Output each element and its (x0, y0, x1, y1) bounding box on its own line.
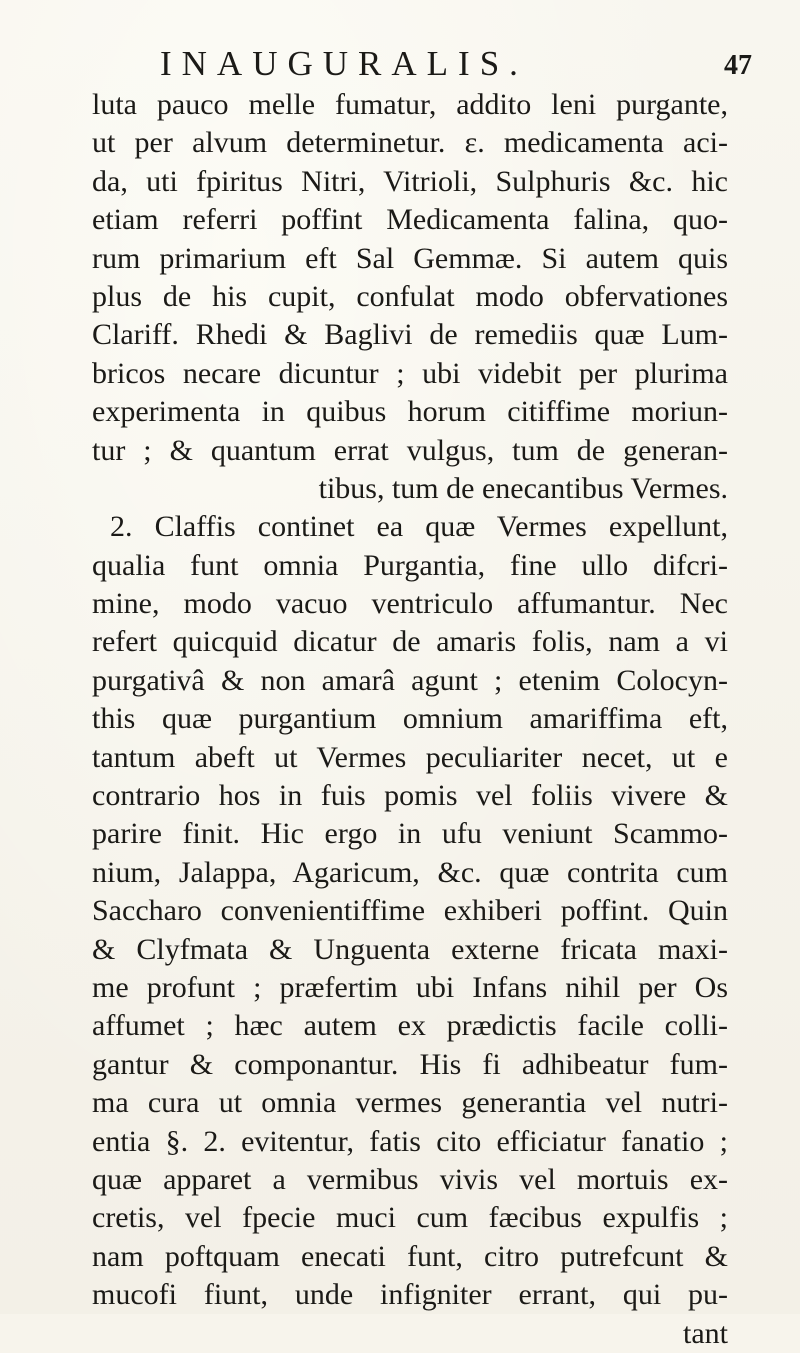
text-line: contrario hos in fuis pomis vel foliis vivere & (92, 779, 728, 813)
text-line: tur ; & quantum errat vulgus, tum de generan- (92, 433, 728, 467)
text-line: me profunt ; præfertim ubi Infans nihil per Os (92, 970, 728, 1004)
text-line: rum primarium eft Sal Gemmæ. Si autem quis (92, 241, 728, 275)
page-number: 47 (724, 50, 752, 81)
running-head (0, 44, 800, 88)
text-line: bricos necare dicuntur ; ubi videbit per plurima (92, 356, 728, 390)
text-line: quæ apparet a vermibus vivis vel mortuis ex- (92, 1162, 728, 1196)
text-line: tantum abeft ut Vermes peculiariter necet, ut e (92, 740, 728, 774)
text-line: tibus, tum de enecantibus Vermes. (318, 471, 728, 505)
text-line: entia §. 2. evitentur, fatis cito efficiatur fanatio ; (92, 1124, 728, 1158)
text-line: tant (683, 1316, 728, 1350)
text-line: qualia funt omnia Purgantia, fine ullo difcri- (92, 548, 728, 582)
text-line: parire finit. Hic ergo in ufu veniunt Scammo- (92, 817, 728, 851)
text-line: purgativâ & non amarâ agunt ; etenim Colocyn- (92, 663, 728, 697)
text-line: this quæ purgantium omnium amariffima eft, (92, 702, 728, 736)
text-line: experimenta in quibus horum citiffime moriun- (92, 395, 728, 429)
text-line: mine, modo vacuo ventriculo affumantur. Nec (92, 587, 728, 621)
text-line: etiam referri poffint Medicamenta falina, quo- (92, 203, 728, 237)
text-line: nam poftquam enecati funt, citro putrefcunt & (92, 1239, 728, 1273)
text-line: & Clyfmata & Unguenta externe fricata maxi- (92, 932, 728, 966)
text-line: ut per alvum determinetur. ε. medicamenta aci- (92, 126, 728, 160)
text-line: gantur & componantur. His fi adhibeatur fum- (92, 1047, 728, 1081)
text-line: nium, Jalappa, Agaricum, &c. quæ contrita cum (92, 855, 728, 889)
text-line: Saccharo convenientiffime exhiberi poffint. Quin (92, 894, 728, 928)
text-line: Clariff. Rhedi & Baglivi de remediis quæ Lum- (92, 318, 728, 352)
text-line: refert quicquid dicatur de amaris folis, nam a vi (92, 625, 728, 659)
text-line: 2. Claffis continet ea quæ Vermes expellunt, (110, 510, 728, 544)
text-line: affumet ; hæc autem ex prædictis facile colli- (92, 1009, 728, 1043)
text-line: da, uti fpiritus Nitri, Vitrioli, Sulphuris &c. hic (92, 164, 728, 198)
text-line: cretis, vel fpecie muci cum fæcibus expulfis ; (92, 1201, 728, 1235)
text-line: ma cura ut omnia vermes generantia vel nutri- (92, 1086, 728, 1120)
body-text (92, 86, 728, 1353)
text-line: plus de his cupit, confulat modo obfervationes (92, 279, 728, 313)
running-head-title: INAUGURALIS. (160, 44, 528, 83)
text-line: luta pauco melle fumatur, addito leni purgante, (92, 88, 728, 121)
text-line: mucofi fiunt, unde infigniter errant, qui pu- (92, 1278, 728, 1312)
